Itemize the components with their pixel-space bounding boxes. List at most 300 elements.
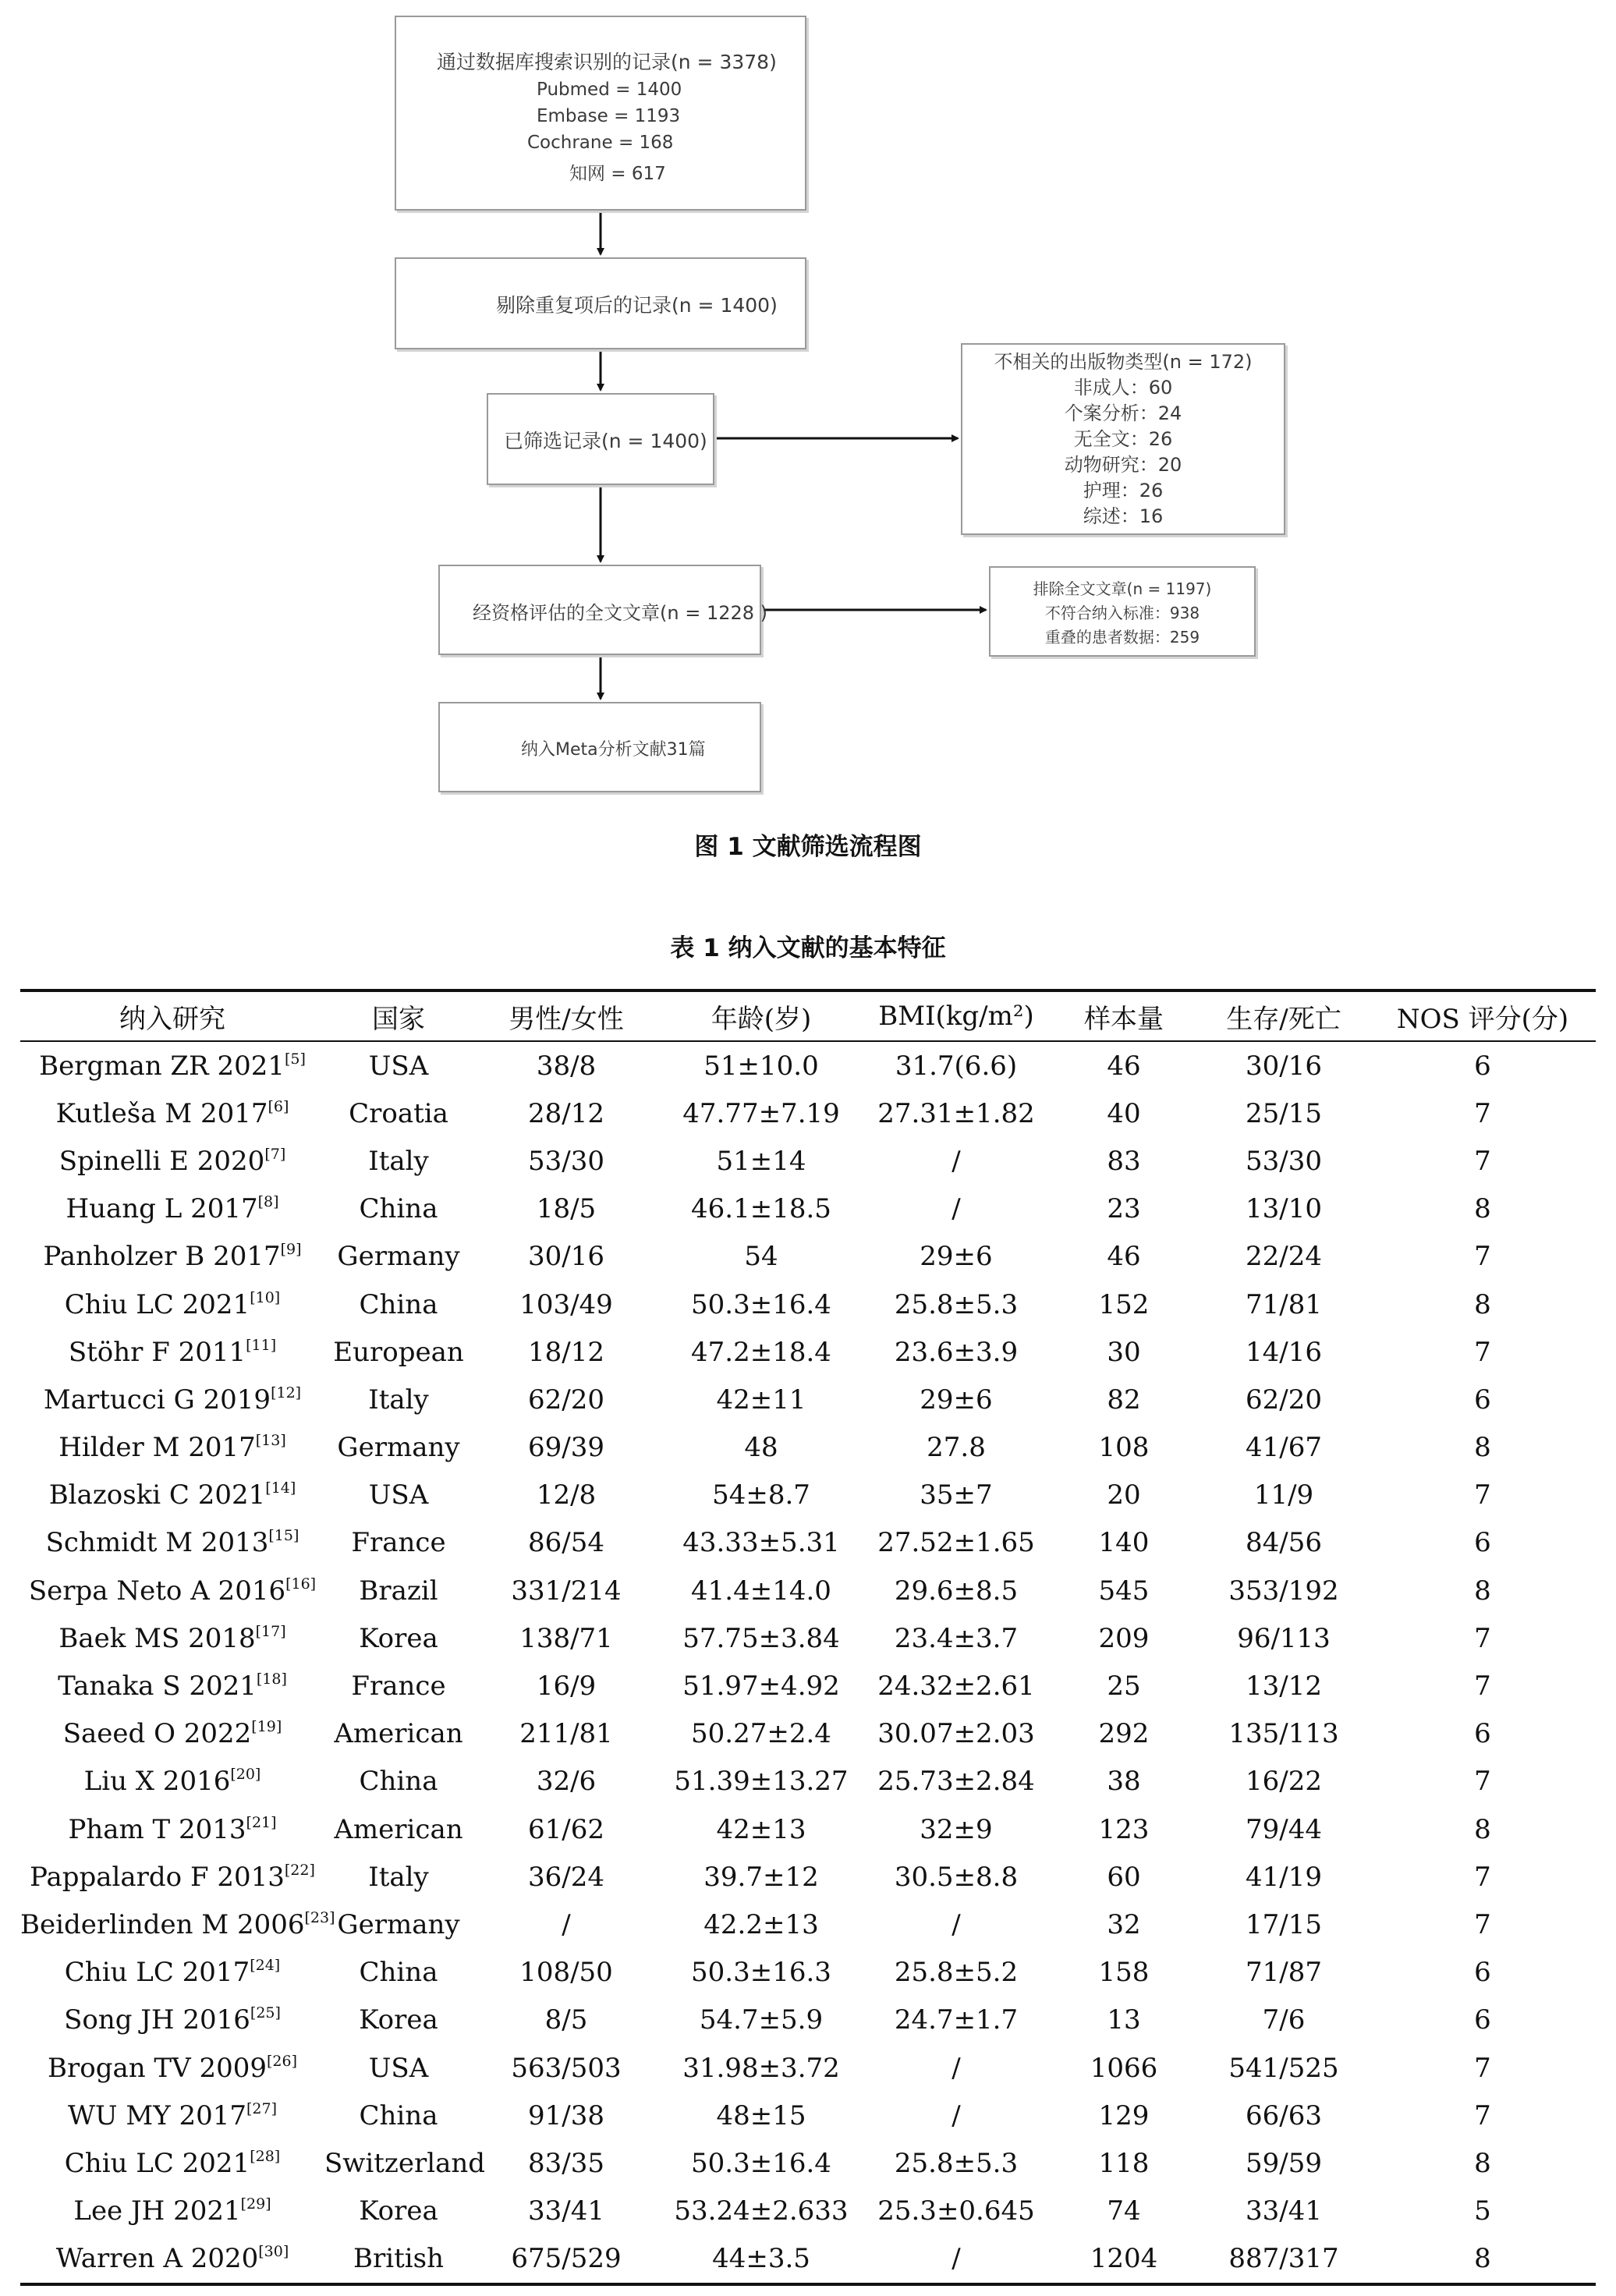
cell-country: USA bbox=[368, 1050, 429, 1082]
cell-country: Switzerland bbox=[324, 2147, 486, 2179]
excluded-fulltext-title: 排除全文文章(n = 1197) bbox=[1033, 579, 1212, 598]
cell-bmi: 30.07±2.03 bbox=[877, 1718, 1035, 1750]
table-row bbox=[20, 1376, 1596, 1423]
cell-survival-death: 17/15 bbox=[1246, 1908, 1322, 1940]
cell-age: 44±3.5 bbox=[712, 2243, 810, 2275]
cell-study bbox=[20, 1997, 324, 2044]
cell-age: 51±14 bbox=[716, 1145, 806, 1177]
reference-number: [17] bbox=[255, 1622, 286, 1640]
included-studies-text: 纳入Meta分析文献31篇 bbox=[521, 740, 706, 760]
cell-country: France bbox=[351, 1671, 446, 1703]
cell-sample-size: 1066 bbox=[1090, 2052, 1158, 2084]
cell-survival-death: 541/525 bbox=[1228, 2052, 1339, 2084]
cell-sex-ratio: 18/5 bbox=[536, 1193, 597, 1225]
table-row bbox=[20, 1567, 1596, 1614]
cell-age: 54±8.7 bbox=[712, 1479, 810, 1511]
reference-number: [24] bbox=[250, 1957, 281, 1975]
cell-sex-ratio: 38/8 bbox=[536, 1050, 597, 1082]
reference-number: [10] bbox=[250, 1288, 281, 1306]
table-row bbox=[20, 2188, 1596, 2235]
table-row bbox=[20, 1233, 1596, 1281]
cell-bmi: 27.8 bbox=[927, 1432, 986, 1464]
excluded-nursing: 护理：26 bbox=[1083, 480, 1164, 501]
reference-number: [7] bbox=[264, 1145, 286, 1163]
cell-bmi: 27.52±1.65 bbox=[877, 1527, 1035, 1559]
header-bmi: BMI(kg/m²) bbox=[863, 990, 1050, 1041]
cell-bmi: 25.3±0.645 bbox=[877, 2195, 1035, 2227]
cell-bmi: 31.7(6.6) bbox=[895, 1050, 1018, 1082]
reference-number: [12] bbox=[271, 1384, 302, 1401]
reference-number: [13] bbox=[255, 1432, 286, 1450]
cell-sex-ratio: 12/8 bbox=[536, 1479, 597, 1511]
cell-survival-death: 79/44 bbox=[1246, 1813, 1322, 1845]
cell-survival-death: 13/12 bbox=[1246, 1671, 1322, 1703]
cell-country: Germany bbox=[337, 1432, 460, 1464]
cell-survival-death: 11/9 bbox=[1253, 1479, 1314, 1511]
study-name: Schmidt M 2013 bbox=[45, 1527, 269, 1559]
excluded-overlapping-data: 重叠的患者数据：259 bbox=[1044, 628, 1200, 647]
cell-nos-score: 8 bbox=[1474, 2243, 1491, 2275]
table-row bbox=[20, 1137, 1596, 1185]
cell-sample-size: 38 bbox=[1107, 1766, 1141, 1798]
table-row bbox=[20, 1853, 1596, 1901]
reference-number: [16] bbox=[285, 1575, 317, 1593]
cell-study bbox=[20, 1233, 324, 1281]
cell-age: 47.2±18.4 bbox=[691, 1336, 831, 1368]
cell-sample-size: 129 bbox=[1098, 2099, 1150, 2131]
study-name: Chiu LC 2017 bbox=[64, 1957, 250, 1989]
cell-sample-size: 158 bbox=[1098, 1957, 1150, 1989]
cell-sex-ratio: 69/39 bbox=[528, 1432, 604, 1464]
pubmed-count: Pubmed = 1400 bbox=[537, 80, 682, 100]
cnki-count: 知网 = 617 bbox=[569, 164, 666, 184]
cell-sample-size: 140 bbox=[1098, 1527, 1150, 1559]
cell-age: 54 bbox=[744, 1241, 778, 1273]
table-row bbox=[20, 1901, 1596, 1948]
study-name: Saeed O 2022 bbox=[62, 1718, 252, 1750]
deduplicated-records-box bbox=[395, 257, 806, 349]
cell-age: 42±11 bbox=[716, 1384, 806, 1416]
study-name: Panholzer B 2017 bbox=[43, 1241, 281, 1273]
cell-nos-score: 7 bbox=[1474, 2099, 1491, 2131]
included-studies-box bbox=[438, 702, 761, 792]
cell-survival-death: 66/63 bbox=[1246, 2099, 1322, 2131]
table-row bbox=[20, 1805, 1596, 1853]
study-name: Blazoski C 2021 bbox=[48, 1479, 266, 1511]
reference-number: [25] bbox=[250, 2004, 281, 2022]
cell-age: 47.77±7.19 bbox=[682, 1097, 840, 1129]
cell-bmi: 29.6±8.5 bbox=[894, 1575, 1019, 1607]
header-country: 国家 bbox=[324, 990, 473, 1041]
cell-survival-death: 71/81 bbox=[1246, 1288, 1322, 1320]
cell-study bbox=[20, 1376, 324, 1423]
study-name: Serpa Neto A 2016 bbox=[28, 1575, 286, 1607]
reference-number: [11] bbox=[246, 1336, 277, 1354]
cell-bmi: 25.8±5.3 bbox=[894, 1288, 1019, 1320]
cell-nos-score: 7 bbox=[1474, 1145, 1491, 1177]
table-row bbox=[20, 1758, 1596, 1805]
excluded-animal-study: 动物研究：20 bbox=[1064, 454, 1182, 476]
fulltext-assessed-box bbox=[438, 565, 768, 655]
cell-age: 43.33±5.31 bbox=[682, 1527, 840, 1559]
cell-study bbox=[20, 2139, 324, 2187]
reference-number: [28] bbox=[250, 2147, 281, 2165]
cell-country: China bbox=[359, 1766, 438, 1798]
study-name: Kutleša M 2017 bbox=[55, 1097, 268, 1129]
excluded-publication-types-box bbox=[961, 343, 1285, 535]
cell-sex-ratio: 61/62 bbox=[528, 1813, 604, 1845]
cell-sex-ratio: 18/12 bbox=[528, 1336, 604, 1368]
cell-country: American bbox=[334, 1813, 463, 1845]
header-study: 纳入研究 bbox=[20, 990, 324, 1041]
reference-number: [27] bbox=[246, 2099, 278, 2117]
table-row bbox=[20, 1041, 1596, 1090]
cell-age: 51.39±13.27 bbox=[674, 1766, 849, 1798]
cell-nos-score: 8 bbox=[1474, 1288, 1491, 1320]
characteristics-table bbox=[20, 989, 1596, 2286]
cell-study bbox=[20, 1710, 324, 1758]
cell-nos-score: 6 bbox=[1474, 1050, 1491, 1082]
reference-number: [22] bbox=[284, 1861, 315, 1879]
study-name: Bergman ZR 2021 bbox=[39, 1050, 285, 1082]
cell-age: 31.98±3.72 bbox=[682, 2052, 840, 2084]
cell-sex-ratio: 8/5 bbox=[544, 2004, 588, 2036]
study-name: Beiderlinden M 2006 bbox=[20, 1908, 305, 1940]
excluded-review: 综述：16 bbox=[1083, 505, 1164, 527]
reference-number: [6] bbox=[268, 1097, 289, 1115]
cell-nos-score: 6 bbox=[1474, 1957, 1491, 1989]
cell-study bbox=[20, 2188, 324, 2235]
identified-records-line: 通过数据库搜索识别的记录(n = 3378) bbox=[437, 51, 777, 73]
cell-nos-score: 7 bbox=[1474, 1908, 1491, 1940]
cell-survival-death: 353/192 bbox=[1228, 1575, 1339, 1607]
cell-country: Germany bbox=[337, 1241, 460, 1273]
cell-survival-death: 41/67 bbox=[1246, 1432, 1322, 1464]
study-name: Pham T 2013 bbox=[68, 1813, 246, 1845]
cell-age: 48±15 bbox=[716, 2099, 806, 2131]
cell-sample-size: 25 bbox=[1107, 1671, 1141, 1703]
cell-sample-size: 108 bbox=[1098, 1432, 1150, 1464]
cell-nos-score: 7 bbox=[1474, 1336, 1491, 1368]
cell-study bbox=[20, 2044, 324, 2092]
cell-country: Italy bbox=[368, 1384, 429, 1416]
cell-bmi: 32±9 bbox=[920, 1813, 993, 1845]
cell-sex-ratio: 36/24 bbox=[528, 1861, 604, 1893]
cell-survival-death: 16/22 bbox=[1246, 1766, 1322, 1798]
study-name: Chiu LC 2021 bbox=[64, 2147, 250, 2179]
study-name: Pappalardo F 2013 bbox=[30, 1861, 285, 1893]
table-header-row bbox=[20, 990, 1596, 1041]
cell-nos-score: 7 bbox=[1474, 2052, 1491, 2084]
reference-number: [19] bbox=[251, 1718, 282, 1736]
cell-sample-size: 60 bbox=[1107, 1861, 1141, 1893]
cell-sample-size: 46 bbox=[1107, 1241, 1141, 1273]
cell-study bbox=[20, 1567, 324, 1614]
table-row bbox=[20, 1281, 1596, 1328]
reference-number: [30] bbox=[258, 2243, 289, 2261]
cell-country: Korea bbox=[359, 2195, 438, 2227]
study-name: Martucci G 2019 bbox=[43, 1384, 271, 1416]
cell-study bbox=[20, 1472, 324, 1519]
excluded-no-fulltext: 无全文：26 bbox=[1073, 428, 1173, 450]
fulltext-assessed-text: 经资格评估的全文文章(n = 1228 ) bbox=[473, 602, 768, 624]
study-name: WU MY 2017 bbox=[67, 2099, 246, 2131]
reference-number: [15] bbox=[268, 1527, 299, 1545]
study-name: Liu X 2016 bbox=[83, 1766, 231, 1798]
cell-bmi: / bbox=[952, 1145, 961, 1177]
cell-country: Brazil bbox=[359, 1575, 438, 1607]
cell-survival-death: 71/87 bbox=[1246, 1957, 1322, 1989]
cell-survival-death: 41/19 bbox=[1246, 1861, 1322, 1893]
reference-number: [5] bbox=[284, 1050, 306, 1068]
reference-number: [8] bbox=[257, 1193, 279, 1211]
table-body bbox=[20, 1041, 1596, 2284]
cell-country: China bbox=[359, 1957, 438, 1989]
table-row bbox=[20, 1185, 1596, 1233]
cell-country: Korea bbox=[359, 2004, 438, 2036]
cell-study bbox=[20, 2235, 324, 2284]
cell-survival-death: 59/59 bbox=[1246, 2147, 1322, 2179]
cell-age: 42±13 bbox=[716, 1813, 806, 1845]
cell-survival-death: 22/24 bbox=[1246, 1241, 1322, 1273]
header-survival: 生存/死亡 bbox=[1198, 990, 1370, 1041]
study-name: Song JH 2016 bbox=[64, 2004, 250, 2036]
cell-study bbox=[20, 1424, 324, 1472]
cell-country: European bbox=[333, 1336, 464, 1368]
cell-sex-ratio: 30/16 bbox=[528, 1241, 604, 1273]
cell-survival-death: 84/56 bbox=[1246, 1527, 1322, 1559]
cell-study bbox=[20, 1281, 324, 1328]
cell-nos-score: 8 bbox=[1474, 1193, 1491, 1225]
table-row bbox=[20, 1519, 1596, 1567]
cell-age: 50.3±16.4 bbox=[691, 1288, 831, 1320]
cell-age: 41.4±14.0 bbox=[691, 1575, 831, 1607]
cell-survival-death: 14/16 bbox=[1246, 1336, 1322, 1368]
cell-sample-size: 32 bbox=[1107, 1908, 1141, 1940]
cell-age: 42.2±13 bbox=[703, 1908, 819, 1940]
excluded-non-adult: 非成人：60 bbox=[1073, 377, 1173, 399]
cell-sex-ratio: 211/81 bbox=[519, 1718, 613, 1750]
cell-country: Korea bbox=[359, 1622, 438, 1654]
reference-number: [18] bbox=[256, 1671, 287, 1688]
cell-bmi: / bbox=[952, 2052, 961, 2084]
cell-country: Italy bbox=[368, 1145, 429, 1177]
cell-bmi: 27.31±1.82 bbox=[877, 1097, 1035, 1129]
cell-nos-score: 6 bbox=[1474, 1527, 1491, 1559]
cell-bmi: 29±6 bbox=[920, 1384, 993, 1416]
cell-nos-score: 8 bbox=[1474, 2147, 1491, 2179]
cell-study bbox=[20, 1853, 324, 1901]
reference-number: [20] bbox=[230, 1766, 261, 1784]
cell-bmi: 25.73±2.84 bbox=[877, 1766, 1035, 1798]
cell-sex-ratio: 16/9 bbox=[536, 1671, 597, 1703]
header-age: 年龄(岁) bbox=[660, 990, 863, 1041]
cell-sample-size: 23 bbox=[1107, 1193, 1141, 1225]
cell-bmi: 35±7 bbox=[920, 1479, 993, 1511]
cell-sex-ratio: 563/503 bbox=[511, 2052, 622, 2084]
cell-sex-ratio: 86/54 bbox=[528, 1527, 604, 1559]
cell-age: 50.3±16.4 bbox=[691, 2147, 831, 2179]
cell-sex-ratio: 91/38 bbox=[528, 2099, 604, 2131]
cell-age: 51±10.0 bbox=[703, 1050, 819, 1082]
study-name: Huang L 2017 bbox=[66, 1193, 258, 1225]
cell-study bbox=[20, 1185, 324, 1233]
table-row bbox=[20, 1997, 1596, 2044]
cell-nos-score: 7 bbox=[1474, 1097, 1491, 1129]
study-name: Warren A 2020 bbox=[55, 2243, 259, 2275]
table-row bbox=[20, 1949, 1596, 1997]
cell-sample-size: 83 bbox=[1107, 1145, 1141, 1177]
figure-caption: 图 1 文献筛选流程图 bbox=[694, 833, 922, 861]
excluded-types-title: 不相关的出版物类型(n = 172) bbox=[994, 351, 1253, 373]
cell-country: British bbox=[353, 2243, 444, 2275]
cell-study bbox=[20, 2092, 324, 2139]
table-row bbox=[20, 1662, 1596, 1710]
cell-age: 48 bbox=[744, 1432, 778, 1464]
cell-bmi: 30.5±8.8 bbox=[894, 1861, 1019, 1893]
table-row bbox=[20, 1614, 1596, 1662]
embase-count: Embase = 1193 bbox=[537, 106, 681, 126]
cell-sample-size: 82 bbox=[1107, 1384, 1141, 1416]
reference-number: [9] bbox=[280, 1241, 302, 1259]
deduplicated-records-text: 剔除重复项后的记录(n = 1400) bbox=[496, 294, 778, 317]
study-name: Hilder M 2017 bbox=[58, 1432, 256, 1464]
cell-nos-score: 6 bbox=[1474, 1384, 1491, 1416]
cell-country: USA bbox=[368, 1479, 429, 1511]
table-row bbox=[20, 2044, 1596, 2092]
header-sample-size: 样本量 bbox=[1050, 990, 1198, 1041]
cell-sample-size: 209 bbox=[1098, 1622, 1150, 1654]
cell-country: China bbox=[359, 1288, 438, 1320]
header-sex: 男性/女性 bbox=[473, 990, 660, 1041]
header-nos: NOS 评分(分) bbox=[1370, 990, 1596, 1041]
reference-number: [23] bbox=[304, 1908, 335, 1926]
cell-sex-ratio: 331/214 bbox=[511, 1575, 622, 1607]
cell-study bbox=[20, 1328, 324, 1376]
cell-survival-death: 33/41 bbox=[1246, 2195, 1322, 2227]
table-row bbox=[20, 1710, 1596, 1758]
cell-bmi: 29±6 bbox=[920, 1241, 993, 1273]
cell-country: USA bbox=[368, 2052, 429, 2084]
cell-nos-score: 8 bbox=[1474, 1575, 1491, 1607]
cell-study bbox=[20, 1614, 324, 1662]
excluded-case-analysis: 个案分析：24 bbox=[1064, 402, 1182, 424]
cell-bmi: 25.8±5.3 bbox=[894, 2147, 1019, 2179]
cell-country: China bbox=[359, 2099, 438, 2131]
cell-age: 51.97±4.92 bbox=[682, 1671, 840, 1703]
cell-bmi: 23.6±3.9 bbox=[894, 1336, 1019, 1368]
cell-sample-size: 20 bbox=[1107, 1479, 1141, 1511]
flow-arrows bbox=[0, 0, 1616, 842]
study-name: Brogan TV 2009 bbox=[47, 2052, 267, 2084]
reference-number: [21] bbox=[246, 1813, 277, 1831]
cell-study bbox=[20, 1901, 335, 1948]
cell-age: 53.24±2.633 bbox=[674, 2195, 849, 2227]
cell-age: 39.7±12 bbox=[703, 1861, 819, 1893]
cell-study bbox=[20, 1949, 324, 1997]
study-name: Stöhr F 2011 bbox=[68, 1336, 246, 1368]
excluded-fulltext-box bbox=[989, 566, 1256, 657]
cell-sex-ratio: 83/35 bbox=[528, 2147, 604, 2179]
cell-sample-size: 292 bbox=[1098, 1718, 1150, 1750]
identified-records-box bbox=[395, 16, 806, 211]
cell-bmi: / bbox=[952, 1193, 961, 1225]
excluded-not-meeting-criteria: 不符合纳入标准：938 bbox=[1044, 604, 1200, 622]
cell-age: 57.75±3.84 bbox=[682, 1622, 840, 1654]
reference-number: [14] bbox=[265, 1479, 296, 1497]
cell-bmi: / bbox=[952, 1908, 961, 1940]
cell-survival-death: 25/15 bbox=[1246, 1097, 1322, 1129]
cell-sample-size: 123 bbox=[1098, 1813, 1150, 1845]
cell-nos-score: 7 bbox=[1474, 1479, 1491, 1511]
cell-nos-score: 6 bbox=[1474, 1718, 1491, 1750]
cell-study bbox=[20, 1519, 324, 1567]
table-row bbox=[20, 1472, 1596, 1519]
cell-nos-score: 7 bbox=[1474, 1671, 1491, 1703]
cell-sample-size: 13 bbox=[1107, 2004, 1141, 2036]
cell-sex-ratio: / bbox=[562, 1908, 571, 1940]
cell-nos-score: 7 bbox=[1474, 1861, 1491, 1893]
cell-age: 46.1±18.5 bbox=[691, 1193, 831, 1225]
study-name: Chiu LC 2021 bbox=[64, 1288, 250, 1320]
study-name: Spinelli E 2020 bbox=[58, 1145, 265, 1177]
cell-survival-death: 13/10 bbox=[1246, 1193, 1322, 1225]
cell-age: 50.27±2.4 bbox=[691, 1718, 831, 1750]
cell-country: China bbox=[359, 1193, 438, 1225]
cell-study bbox=[20, 1041, 324, 1090]
cell-sample-size: 1204 bbox=[1090, 2243, 1158, 2275]
cell-nos-score: 8 bbox=[1474, 1813, 1491, 1845]
cell-sex-ratio: 28/12 bbox=[528, 1097, 604, 1129]
cell-country: Italy bbox=[368, 1861, 429, 1893]
cell-sex-ratio: 138/71 bbox=[519, 1622, 613, 1654]
cell-study bbox=[20, 1090, 324, 1137]
cell-bmi: / bbox=[952, 2243, 961, 2275]
characteristics-table-container bbox=[20, 989, 1596, 2286]
cell-nos-score: 6 bbox=[1474, 2004, 1491, 2036]
table-row bbox=[20, 1328, 1596, 1376]
cell-survival-death: 53/30 bbox=[1246, 1145, 1322, 1177]
reference-number: [29] bbox=[240, 2195, 271, 2213]
cell-nos-score: 7 bbox=[1474, 1622, 1491, 1654]
cell-survival-death: 887/317 bbox=[1228, 2243, 1339, 2275]
study-name: Lee JH 2021 bbox=[73, 2195, 241, 2227]
cell-sex-ratio: 32/6 bbox=[536, 1766, 597, 1798]
cell-sample-size: 545 bbox=[1098, 1575, 1150, 1607]
cell-country: Croatia bbox=[349, 1097, 448, 1129]
table-caption: 表 1 纳入文献的基本特征 bbox=[670, 934, 946, 962]
cell-bmi: / bbox=[952, 2099, 961, 2131]
cell-bmi: 25.8±5.2 bbox=[894, 1957, 1019, 1989]
cell-sample-size: 118 bbox=[1098, 2147, 1150, 2179]
cell-sample-size: 46 bbox=[1107, 1050, 1141, 1082]
prisma-flow-diagram bbox=[0, 0, 1616, 842]
cell-survival-death: 7/6 bbox=[1262, 2004, 1306, 2036]
cell-survival-death: 96/113 bbox=[1237, 1622, 1331, 1654]
table-row bbox=[20, 1424, 1596, 1472]
cell-country: France bbox=[351, 1527, 446, 1559]
table-row bbox=[20, 2092, 1596, 2139]
cell-sex-ratio: 108/50 bbox=[519, 1957, 613, 1989]
cell-sample-size: 30 bbox=[1107, 1336, 1141, 1368]
cell-study bbox=[20, 1758, 324, 1805]
cell-sex-ratio: 62/20 bbox=[528, 1384, 604, 1416]
cell-study bbox=[20, 1805, 324, 1853]
cell-survival-death: 30/16 bbox=[1246, 1050, 1322, 1082]
study-name: Tanaka S 2021 bbox=[58, 1671, 257, 1703]
cell-bmi: 24.32±2.61 bbox=[877, 1671, 1035, 1703]
cell-sample-size: 152 bbox=[1098, 1288, 1150, 1320]
